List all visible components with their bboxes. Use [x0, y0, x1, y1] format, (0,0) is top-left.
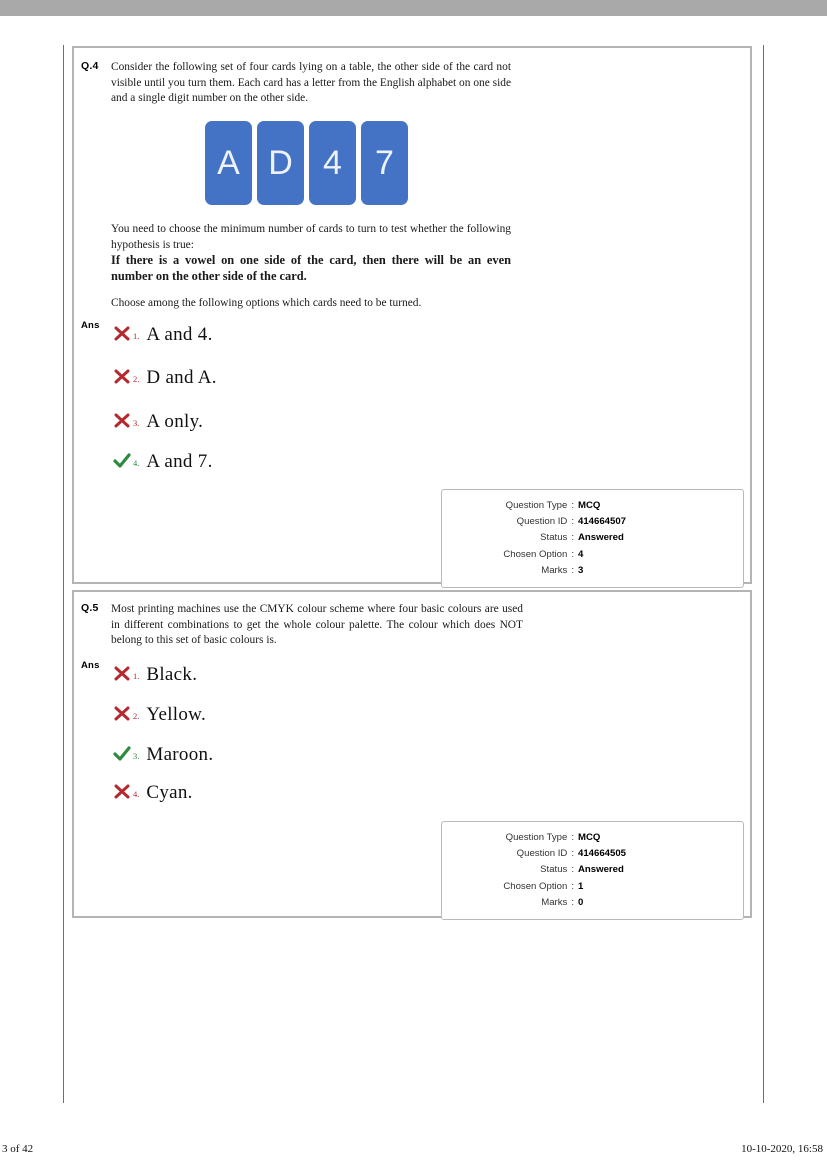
info-row [442, 879, 733, 895]
info-key: Question ID [516, 516, 568, 528]
info-key: Question ID [516, 848, 568, 860]
info-separator: : [571, 848, 574, 860]
question-number: Q.5 [81, 602, 99, 614]
info-separator: : [571, 880, 574, 892]
info-row [442, 514, 733, 530]
info-separator: : [571, 864, 574, 876]
option-row[interactable] [113, 742, 213, 766]
question-info-box [441, 489, 744, 588]
info-separator: : [571, 564, 574, 576]
page-footer [0, 1143, 827, 1157]
card-1: A [205, 121, 252, 205]
info-row [442, 530, 733, 546]
option-number: 3. [133, 751, 140, 761]
answer-label: Ans [81, 320, 100, 331]
option-number: 1. [133, 671, 140, 681]
card-2: D [257, 121, 304, 205]
info-value: 414664505 [578, 848, 627, 860]
info-key: Status [540, 532, 568, 544]
option-text: A only. [146, 411, 204, 432]
card-figure [205, 121, 408, 205]
timestamp: 10-10-2020, 16:58 [741, 1143, 823, 1155]
info-value: Answered [578, 532, 624, 544]
info-value: 4 [578, 548, 584, 560]
option-row[interactable] [113, 409, 203, 433]
page-left-rule [63, 45, 64, 1103]
question-body [111, 222, 511, 312]
info-key: Question Type [505, 500, 568, 511]
info-row [442, 547, 733, 563]
window-top-bar [0, 0, 827, 16]
option-number: 2. [133, 374, 140, 384]
info-row [442, 830, 733, 846]
option-text: Cyan. [146, 782, 193, 803]
option-row[interactable] [113, 662, 197, 686]
question-stem [111, 602, 523, 649]
cross-icon [113, 368, 131, 386]
option-text: A and 7. [146, 451, 213, 472]
info-key: Marks [541, 896, 568, 908]
option-row[interactable] [113, 322, 213, 346]
info-row [442, 498, 733, 514]
check-icon [113, 452, 131, 470]
info-separator: : [571, 832, 574, 843]
info-value: 414664507 [578, 516, 627, 528]
info-value: 1 [578, 880, 584, 892]
option-row[interactable] [113, 365, 217, 389]
info-row [442, 846, 733, 862]
question-stem-text: Consider the following set of four cards lying on a table, the other side of the card not visible until you turn them. Each card has a letter from the English alphabet on one side and a single digit number on the other side. [111, 61, 511, 105]
info-separator: : [571, 500, 574, 511]
info-key: Chosen Option [503, 548, 568, 560]
check-icon [113, 745, 131, 763]
option-row[interactable] [113, 702, 206, 726]
info-row [442, 563, 733, 579]
info-key: Status [540, 864, 568, 876]
option-row[interactable] [113, 780, 193, 804]
question-stem-text: Most printing machines use the CMYK colour scheme where four basic colours are used in different combinations to get the whole colour palette. The colour which does NOT belong to this set of basic colours is. [111, 603, 523, 647]
question-stem [111, 60, 511, 107]
cross-icon [113, 783, 131, 801]
info-value: Answered [578, 864, 624, 876]
info-value: MCQ [578, 500, 601, 511]
card-4: 7 [361, 121, 408, 205]
info-row [442, 862, 733, 878]
page-right-rule [763, 45, 764, 1103]
question-body-hypothesis: If there is a vowel on one side of the card, then there will be an even number on the other side of the card. [111, 253, 511, 283]
option-number: 4. [133, 458, 140, 468]
question-number: Q.4 [81, 60, 99, 72]
question-body-tail: Choose among the following options which cards need to be turned. [111, 297, 422, 310]
option-text: Black. [146, 664, 198, 685]
question-body-lead: You need to choose the minimum number of cards to turn to test whether the following hypothesis is true: [111, 223, 511, 251]
info-key: Marks [541, 564, 568, 576]
option-row[interactable] [113, 449, 213, 473]
answer-label: Ans [81, 660, 100, 671]
option-text: D and A. [146, 367, 217, 388]
info-key: Question Type [505, 832, 568, 843]
info-value: MCQ [578, 832, 601, 843]
option-text: Yellow. [146, 704, 207, 725]
info-separator: : [571, 516, 574, 528]
cross-icon [113, 705, 131, 723]
page-indicator: 3 of 42 [2, 1143, 34, 1155]
info-key: Chosen Option [503, 880, 568, 892]
info-separator: : [571, 548, 574, 560]
cross-icon [113, 325, 131, 343]
info-separator: : [571, 532, 574, 544]
info-value: 0 [578, 896, 584, 908]
option-text: A and 4. [146, 324, 213, 345]
info-row [442, 895, 733, 911]
card-3: 4 [309, 121, 356, 205]
cross-icon [113, 412, 131, 430]
cross-icon [113, 665, 131, 683]
option-number: 4. [133, 789, 140, 799]
info-value: 3 [578, 564, 584, 576]
option-number: 1. [133, 331, 140, 341]
info-separator: : [571, 896, 574, 908]
option-number: 3. [133, 418, 140, 428]
option-number: 2. [133, 711, 140, 721]
option-text: Maroon. [146, 744, 214, 765]
question-info-box [441, 821, 744, 920]
